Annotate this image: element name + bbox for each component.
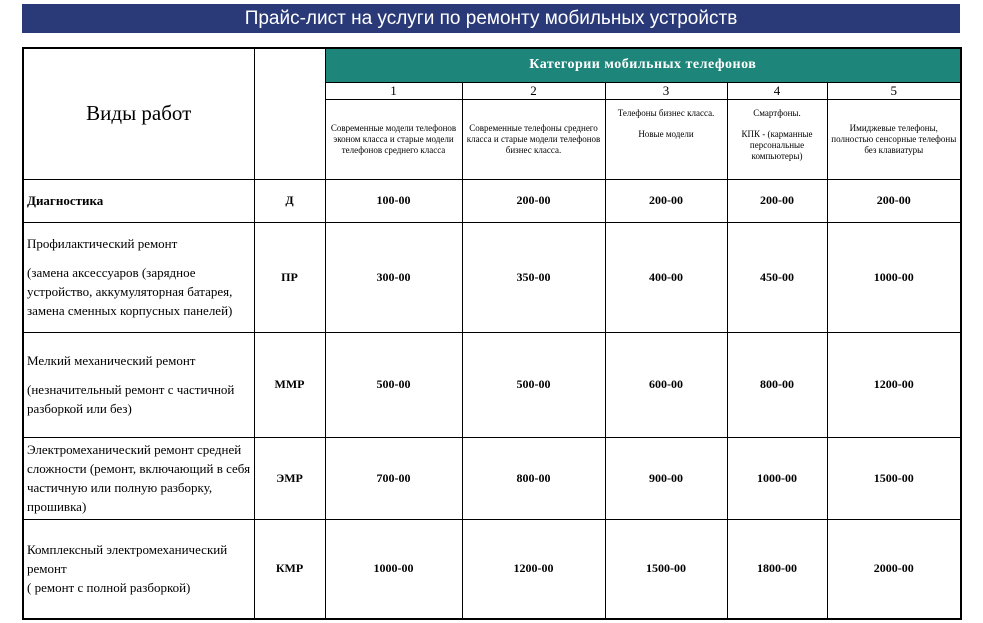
price-cell: 200-00 xyxy=(462,179,605,222)
price-cell: 350-00 xyxy=(462,222,605,332)
category-description-5: Имиджевые телефоны, полностью сенсорные телефоны без клавиатуры xyxy=(827,99,961,179)
price-cell: 1000-00 xyxy=(727,437,827,519)
page-title: Прайс-лист на услуги по ремонту мобильных устройств xyxy=(22,4,960,33)
category-description-2: Современные телефоны среднего класса и старые модели телефонов бизнес класса. xyxy=(462,99,605,179)
price-cell: 1200-00 xyxy=(462,519,605,619)
price-cell: 1000-00 xyxy=(827,222,961,332)
price-cell: 200-00 xyxy=(727,179,827,222)
price-cell: 700-00 xyxy=(325,437,462,519)
price-cell: 100-00 xyxy=(325,179,462,222)
category-description-1: Современные модели телефонов эконом класса и старые модели телефонов среднего класса xyxy=(325,99,462,179)
price-cell: 800-00 xyxy=(462,437,605,519)
category-number-5: 5 xyxy=(827,82,961,99)
work-types-header: Виды работ xyxy=(23,48,254,179)
work-name: Комплексный электромеханический ремонт ( ремонт с полной разборкой) xyxy=(23,519,254,619)
table-row xyxy=(23,437,961,519)
price-cell: 600-00 xyxy=(605,332,727,437)
category-number-2: 2 xyxy=(462,82,605,99)
code-header xyxy=(254,48,325,179)
price-cell: 1200-00 xyxy=(827,332,961,437)
price-cell: 400-00 xyxy=(605,222,727,332)
category-description-3: Телефоны бизнес класса. Новые модели xyxy=(605,99,727,179)
work-code: Д xyxy=(254,179,325,222)
price-cell: 1000-00 xyxy=(325,519,462,619)
price-cell: 200-00 xyxy=(827,179,961,222)
table-row xyxy=(23,222,961,332)
table-row xyxy=(23,519,961,619)
price-cell: 1500-00 xyxy=(605,519,727,619)
work-name: Электромеханический ремонт средней сложности (ремонт, включающий в себя частичную или полную разборку, прошивка) xyxy=(23,437,254,519)
work-code: ММР xyxy=(254,332,325,437)
work-code: КМР xyxy=(254,519,325,619)
table-row xyxy=(23,179,961,222)
price-cell: 500-00 xyxy=(462,332,605,437)
price-cell: 1800-00 xyxy=(727,519,827,619)
category-description-4: Смартфоны. КПК - (карманные персональные компьютеры) xyxy=(727,99,827,179)
category-number-3: 3 xyxy=(605,82,727,99)
work-name: Мелкий механический ремонт (незначительный ремонт с частичной разборкой или без) xyxy=(23,332,254,437)
price-cell: 450-00 xyxy=(727,222,827,332)
category-number-4: 4 xyxy=(727,82,827,99)
price-cell: 200-00 xyxy=(605,179,727,222)
table-row xyxy=(23,332,961,437)
price-table xyxy=(22,47,962,620)
category-number-1: 1 xyxy=(325,82,462,99)
work-name: Диагностика xyxy=(23,179,254,222)
categories-header: Категории мобильных телефонов xyxy=(325,48,961,82)
price-cell: 1500-00 xyxy=(827,437,961,519)
work-name: Профилактический ремонт (замена аксессуаров (зарядное устройство, аккумуляторная батарея, замена сменных корпусных панелей) xyxy=(23,222,254,332)
price-cell: 800-00 xyxy=(727,332,827,437)
price-cell: 900-00 xyxy=(605,437,727,519)
price-cell: 300-00 xyxy=(325,222,462,332)
price-cell: 500-00 xyxy=(325,332,462,437)
work-code: ПР xyxy=(254,222,325,332)
work-code: ЭМР xyxy=(254,437,325,519)
price-cell: 2000-00 xyxy=(827,519,961,619)
